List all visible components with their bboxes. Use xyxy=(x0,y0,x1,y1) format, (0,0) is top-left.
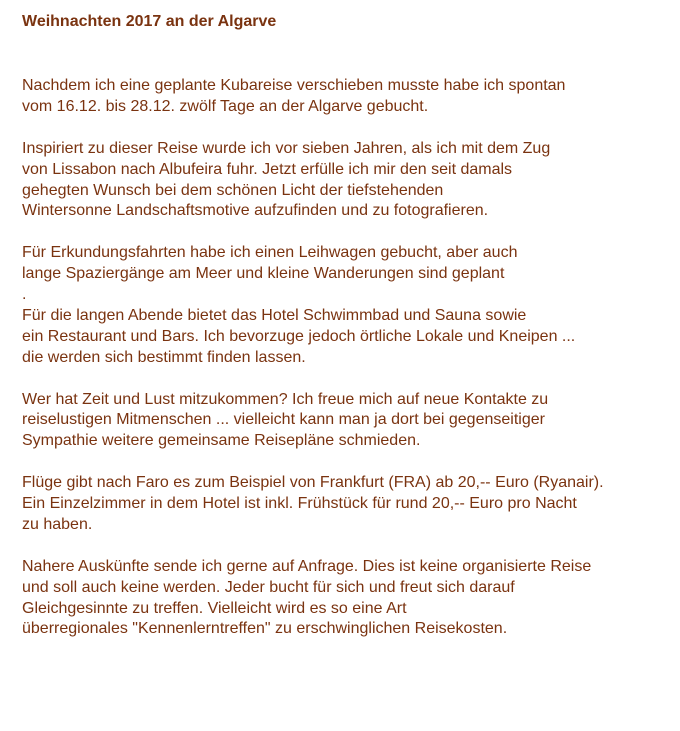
paragraph-activities xyxy=(22,243,680,368)
text-line: Inspiriert zu dieser Reise wurde ich vor sieben Jahren, als ich mit dem Zug xyxy=(22,139,551,157)
text-line: reiselustigen Mitmenschen ... vielleicht kann man ja dort bei gegenseitiger xyxy=(22,411,545,429)
text-line: überregionales "Kennenlerntreffen" zu erschwinglichen Reisekosten. xyxy=(22,620,508,638)
text-line: Nahere Auskünfte sende ich gerne auf Anfrage. Dies ist keine organisierte Reise xyxy=(22,557,592,575)
paragraph-inspiration xyxy=(22,139,680,223)
text-line: Wer hat Zeit und Lust mitzukommen? Ich freue mich auf neue Kontakte zu xyxy=(22,390,549,408)
text-line: Nachdem ich eine geplante Kubareise verschieben musste habe ich spontan xyxy=(22,77,566,94)
text-line: . xyxy=(22,286,27,304)
paragraph-information xyxy=(22,557,680,641)
text-line: zu haben. xyxy=(22,515,93,533)
paragraph-booking xyxy=(22,76,680,118)
text-line: Für die langen Abende bietet das Hotel Schwimmbad und Sauna sowie xyxy=(22,306,527,324)
paragraph-flights xyxy=(22,473,680,536)
text-line: ein Restaurant und Bars. Ich bevorzuge jedoch örtliche Lokale und Kneipen ... xyxy=(22,327,576,345)
text-line: von Lissabon nach Albufeira fuhr. Jetzt erfülle ich mir den seit damals xyxy=(22,160,513,178)
text-line: Wintersonne Landschaftsmotive aufzufinden und zu fotografieren. xyxy=(22,202,489,220)
text-line: Flüge gibt nach Faro es zum Beispiel von Frankfurt (FRA) ab 20,-- Euro (Ryanair). xyxy=(22,474,604,492)
text-line: und soll auch keine werden. Jeder bucht für sich und freut sich darauf xyxy=(22,578,515,596)
document-page xyxy=(22,12,680,661)
page-title: Weihnachten 2017 an der Algarve xyxy=(22,13,277,30)
text-line: gehegten Wunsch bei dem schönen Licht der tiefstehenden xyxy=(22,181,444,199)
text-line: Für Erkundungsfahrten habe ich einen Leihwagen gebucht, aber auch xyxy=(22,244,518,262)
text-line: vom 16.12. bis 28.12. zwölf Tage an der Algarve gebucht. xyxy=(22,97,429,115)
text-line: Gleichgesinnte zu treffen. Vielleicht wird es so eine Art xyxy=(22,599,407,617)
text-line: die werden sich bestimmt finden lassen. xyxy=(22,348,306,366)
text-line: Sympathie weitere gemeinsame Reisepläne schmieden. xyxy=(22,432,421,450)
text-line: lange Spaziergänge am Meer und kleine Wanderungen sind geplant xyxy=(22,265,505,283)
paragraph-invitation xyxy=(22,390,680,453)
text-line: Ein Einzelzimmer in dem Hotel ist inkl. Frühstück für rund 20,-- Euro pro Nacht xyxy=(22,495,577,513)
